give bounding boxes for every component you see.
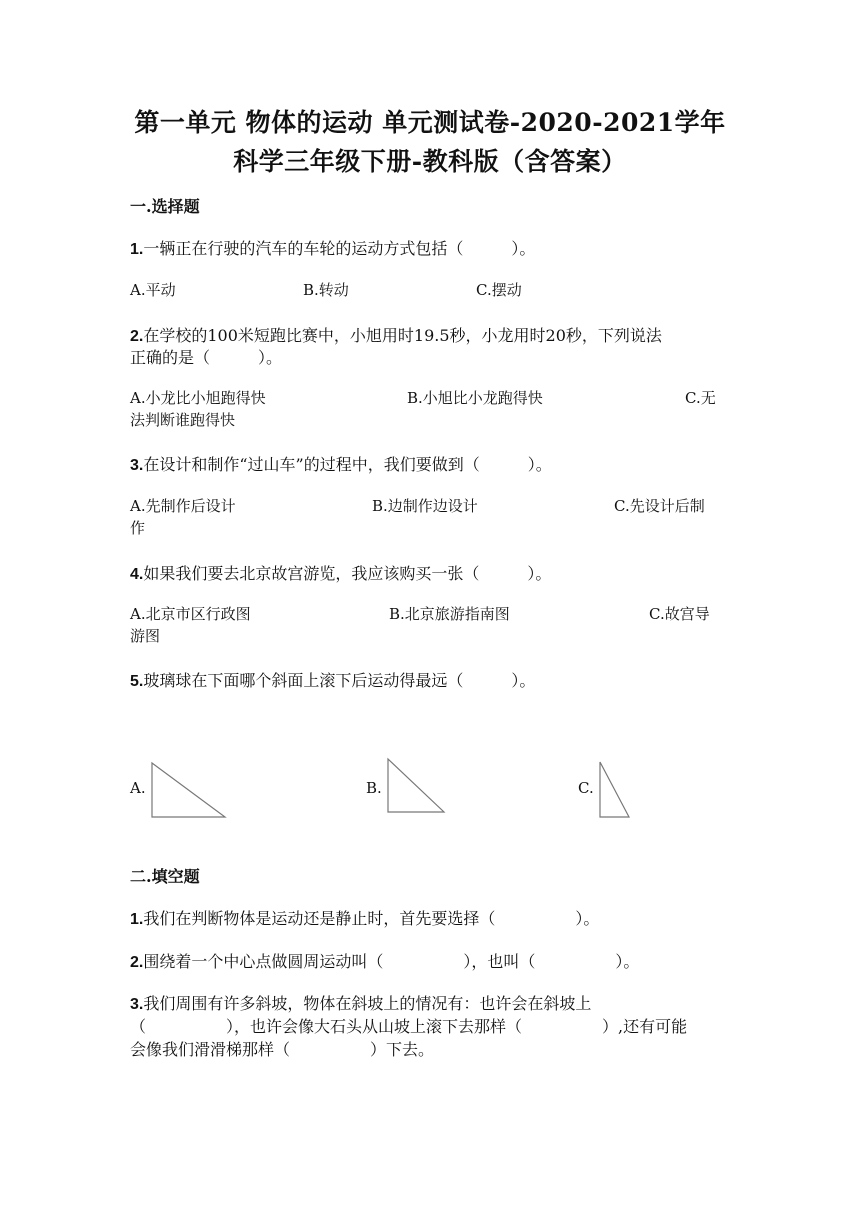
option-c: C.无: [685, 389, 716, 407]
question-text: 我们在判断物体是运动还是静止时，首先要选择（ ）。: [143, 909, 600, 928]
option-c-wrap: 法判断谁跑得快: [130, 411, 236, 429]
question-1: [130, 236, 535, 259]
question-text: 在学校的100米短跑比赛中，小旭用时19.5秒，小龙用时20秒，下列说法: [143, 326, 662, 345]
question-text: 在设计和制作“过山车”的过程中，我们要做到（ ）。: [143, 455, 552, 474]
option-c: C.先设计后制: [614, 497, 705, 515]
question-number: 4.: [130, 566, 144, 583]
option-a: A.平动: [130, 281, 176, 299]
question-number: 1.: [130, 241, 144, 258]
question-5: [130, 668, 535, 691]
slope-a-triangle-icon: [148, 760, 228, 822]
section-heading-choice: 一.选择题: [130, 197, 200, 216]
option-a: A.先制作后设计: [130, 497, 236, 515]
question-number: 3.: [130, 457, 144, 474]
question-text: 围绕着一个中心点做圆周运动叫（ ），也叫（ ）。: [143, 952, 640, 971]
fill-question-3-line2: （ ），也许会像大石头从山坡上滚下去那样（ ）,还有可能: [130, 1017, 688, 1036]
question-text: 一辆正在行驶的汽车的车轮的运动方式包括（ ）。: [143, 239, 536, 258]
question-text: 我们周围有许多斜坡，物体在斜坡上的情况有：也许会在斜坡上: [143, 994, 592, 1013]
question-text: 玻璃球在下面哪个斜面上滚下后运动得最远（ ）。: [143, 671, 536, 690]
option-b: B.小旭比小龙跑得快: [407, 389, 543, 407]
page-title-line1: 第一单元 物体的运动 单元测试卷-2020-2021学年: [134, 108, 726, 137]
question-number: 2.: [130, 954, 144, 971]
fill-question-2: [130, 949, 639, 972]
option-c: C.故宫导: [649, 605, 710, 623]
question-number: 1.: [130, 911, 144, 928]
question-number: 5.: [130, 673, 144, 690]
option-c-wrap: 作: [130, 519, 146, 537]
option-b: B.边制作边设计: [372, 497, 478, 515]
question-2-line2: 正确的是（ ）。: [130, 348, 283, 367]
question-text: 如果我们要去北京故宫游览，我应该购买一张（ ）。: [143, 564, 552, 583]
fill-question-3-line3: 会像我们滑滑梯那样（ ）下去。: [130, 1040, 435, 1059]
option-c-wrap: 游图: [130, 627, 161, 645]
slope-c-triangle-icon: [596, 760, 634, 822]
question-3: [130, 452, 552, 475]
option-c: C.: [578, 779, 594, 797]
section-heading-fill: 二.填空题: [130, 867, 200, 886]
question-number: 3.: [130, 996, 144, 1013]
slope-b-triangle-icon: [384, 755, 448, 817]
question-4: [130, 561, 551, 584]
question-number: 2.: [130, 328, 144, 345]
option-b: B.北京旅游指南图: [389, 605, 510, 623]
option-a: A.: [130, 779, 146, 797]
page-title-line2: 科学三年级下册-教科版（含答案）: [233, 147, 627, 176]
option-a: A.小龙比小旭跑得快: [130, 389, 266, 407]
option-b: B.: [366, 779, 382, 797]
question-2: [130, 323, 662, 346]
option-c: C.摆动: [476, 281, 522, 299]
option-a: A.北京市区行政图: [130, 605, 251, 623]
fill-question-1: [130, 906, 599, 929]
option-b: B.转动: [303, 281, 349, 299]
fill-question-3: [130, 991, 591, 1014]
